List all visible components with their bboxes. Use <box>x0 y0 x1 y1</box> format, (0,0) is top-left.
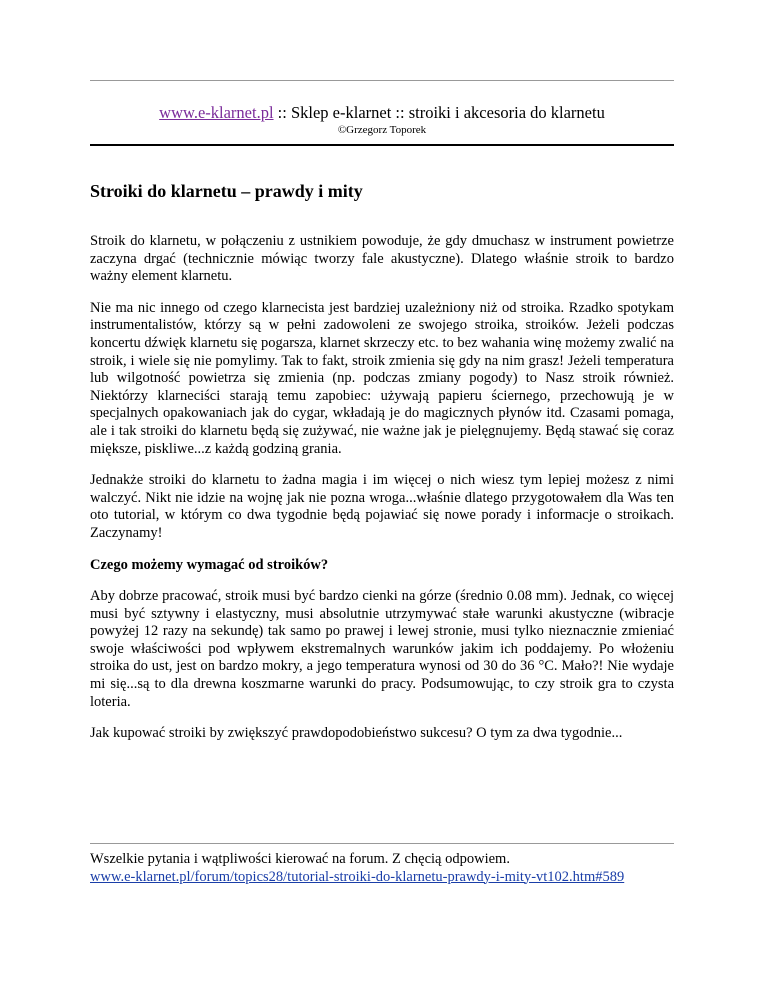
article-body <box>90 233 674 757</box>
section-subheading: Czego możemy wymagać od stroików? <box>90 556 329 573</box>
header-title-text: :: Sklep e-klarnet :: stroiki i akcesoria do klarnetu <box>273 103 605 122</box>
paragraph-tutorial: Jednakże stroiki do klarnetu to żadna magia i im więcej o nich wiesz tym lepiej możesz z nimi walczyć. Nikt nie idzie na wojnę jak nie pozna wroga...właśnie dlatego przygotowałem dla Was ten oto tutorial, w którym co dwa tygodnie będą pojawiać się nowe porady i informacje o stroikach. Zaczynamy! <box>90 472 674 541</box>
paragraph-teaser: Jak kupować stroiki by zwiększyć prawdopodobieństwo sukcesu? O tym za dwa tygodnie... <box>90 725 623 742</box>
page-footer <box>90 851 674 886</box>
copyright-note: ©Grzegorz Toporek <box>337 124 427 136</box>
site-link[interactable]: www.e-klarnet.pl <box>159 103 274 122</box>
footer-text: Wszelkie pytania i wątpliwości kierować na forum. Z chęcią odpowiem. <box>90 851 510 867</box>
page-header <box>90 103 674 123</box>
paragraph-dependence: Nie ma nic innego od czego klarnecista jest bardziej uzależniony niż od stroika. Rzadko spotykam instrumentalistów, którzy są w pełni zadowoleni ze swojego stroika, stroików. Jeżeli podczas koncertu dźwięk klarnetu się pogarsza, klarnet skrzeczy etc. to bez wahania winę możemy zwalić na stroik, i wiele się nie pomylimy. Tak to fakt, stroik zmienia się gdy na nim grasz! Jeżeli temperatura lub wilgotność powietrza się zmienia (np. podczas zmiany pogody) to Nasz stroik również. Niektórzy klarneciści starają temu zapobiec: używają papieru ściernego, przechowują je w specjalnych opakowaniach jak do cygar, wkładają je do magicznych płynów itd. Czasami pomaga, ale i tak stroiki do klarnetu będą się zużywać, nie ważne jak je pielęgnujemy. Będą stawać się coraz miększe, piskliwe...z każdą godziną grania. <box>90 299 674 457</box>
paragraph-requirements: Aby dobrze pracować, stroik musi być bardzo cienki na górze (średnio 0.08 mm). Jednak, co więcej musi być sztywny i elastyczny, musi absolutnie utrzymywać stałe warunki akustyczne (wibracje powyżej 12 razy na sekundę) tak samo po prawej i lewej stronie, musi tylko nieznacznie zmieniać swoje właściwości pod wpływem ekstremalnych warunków jakim ich poddajemy. Po włożeniu stroika do ust, jest on bardzo mokry, a jego temperatura wynosi od 30 do 36 °C. Mało?! Nie wydaje mi się...są to dla drewna koszmarne warunki do pracy. Podsumowując, to czy stroik gra to czysta loteria. <box>90 588 674 710</box>
paragraph-intro: Stroik do klarnetu, w połączeniu z ustnikiem powoduje, że gdy dmuchasz w instrument powietrze zaczyna drgać (technicznie mówiąc tworzy fale akustyczne). Dlatego właśnie stroik to bardzo ważny element klarnetu. <box>90 233 674 285</box>
forum-link[interactable]: www.e-klarnet.pl/forum/topics28/tutorial-stroiki-do-klarnetu-prawdy-i-mity-vt102.htm#589 <box>90 868 625 885</box>
article-title: Stroiki do klarnetu – prawdy i mity <box>90 181 363 201</box>
top-divider <box>90 80 674 81</box>
footer-divider <box>90 843 674 844</box>
header-divider <box>90 144 674 146</box>
